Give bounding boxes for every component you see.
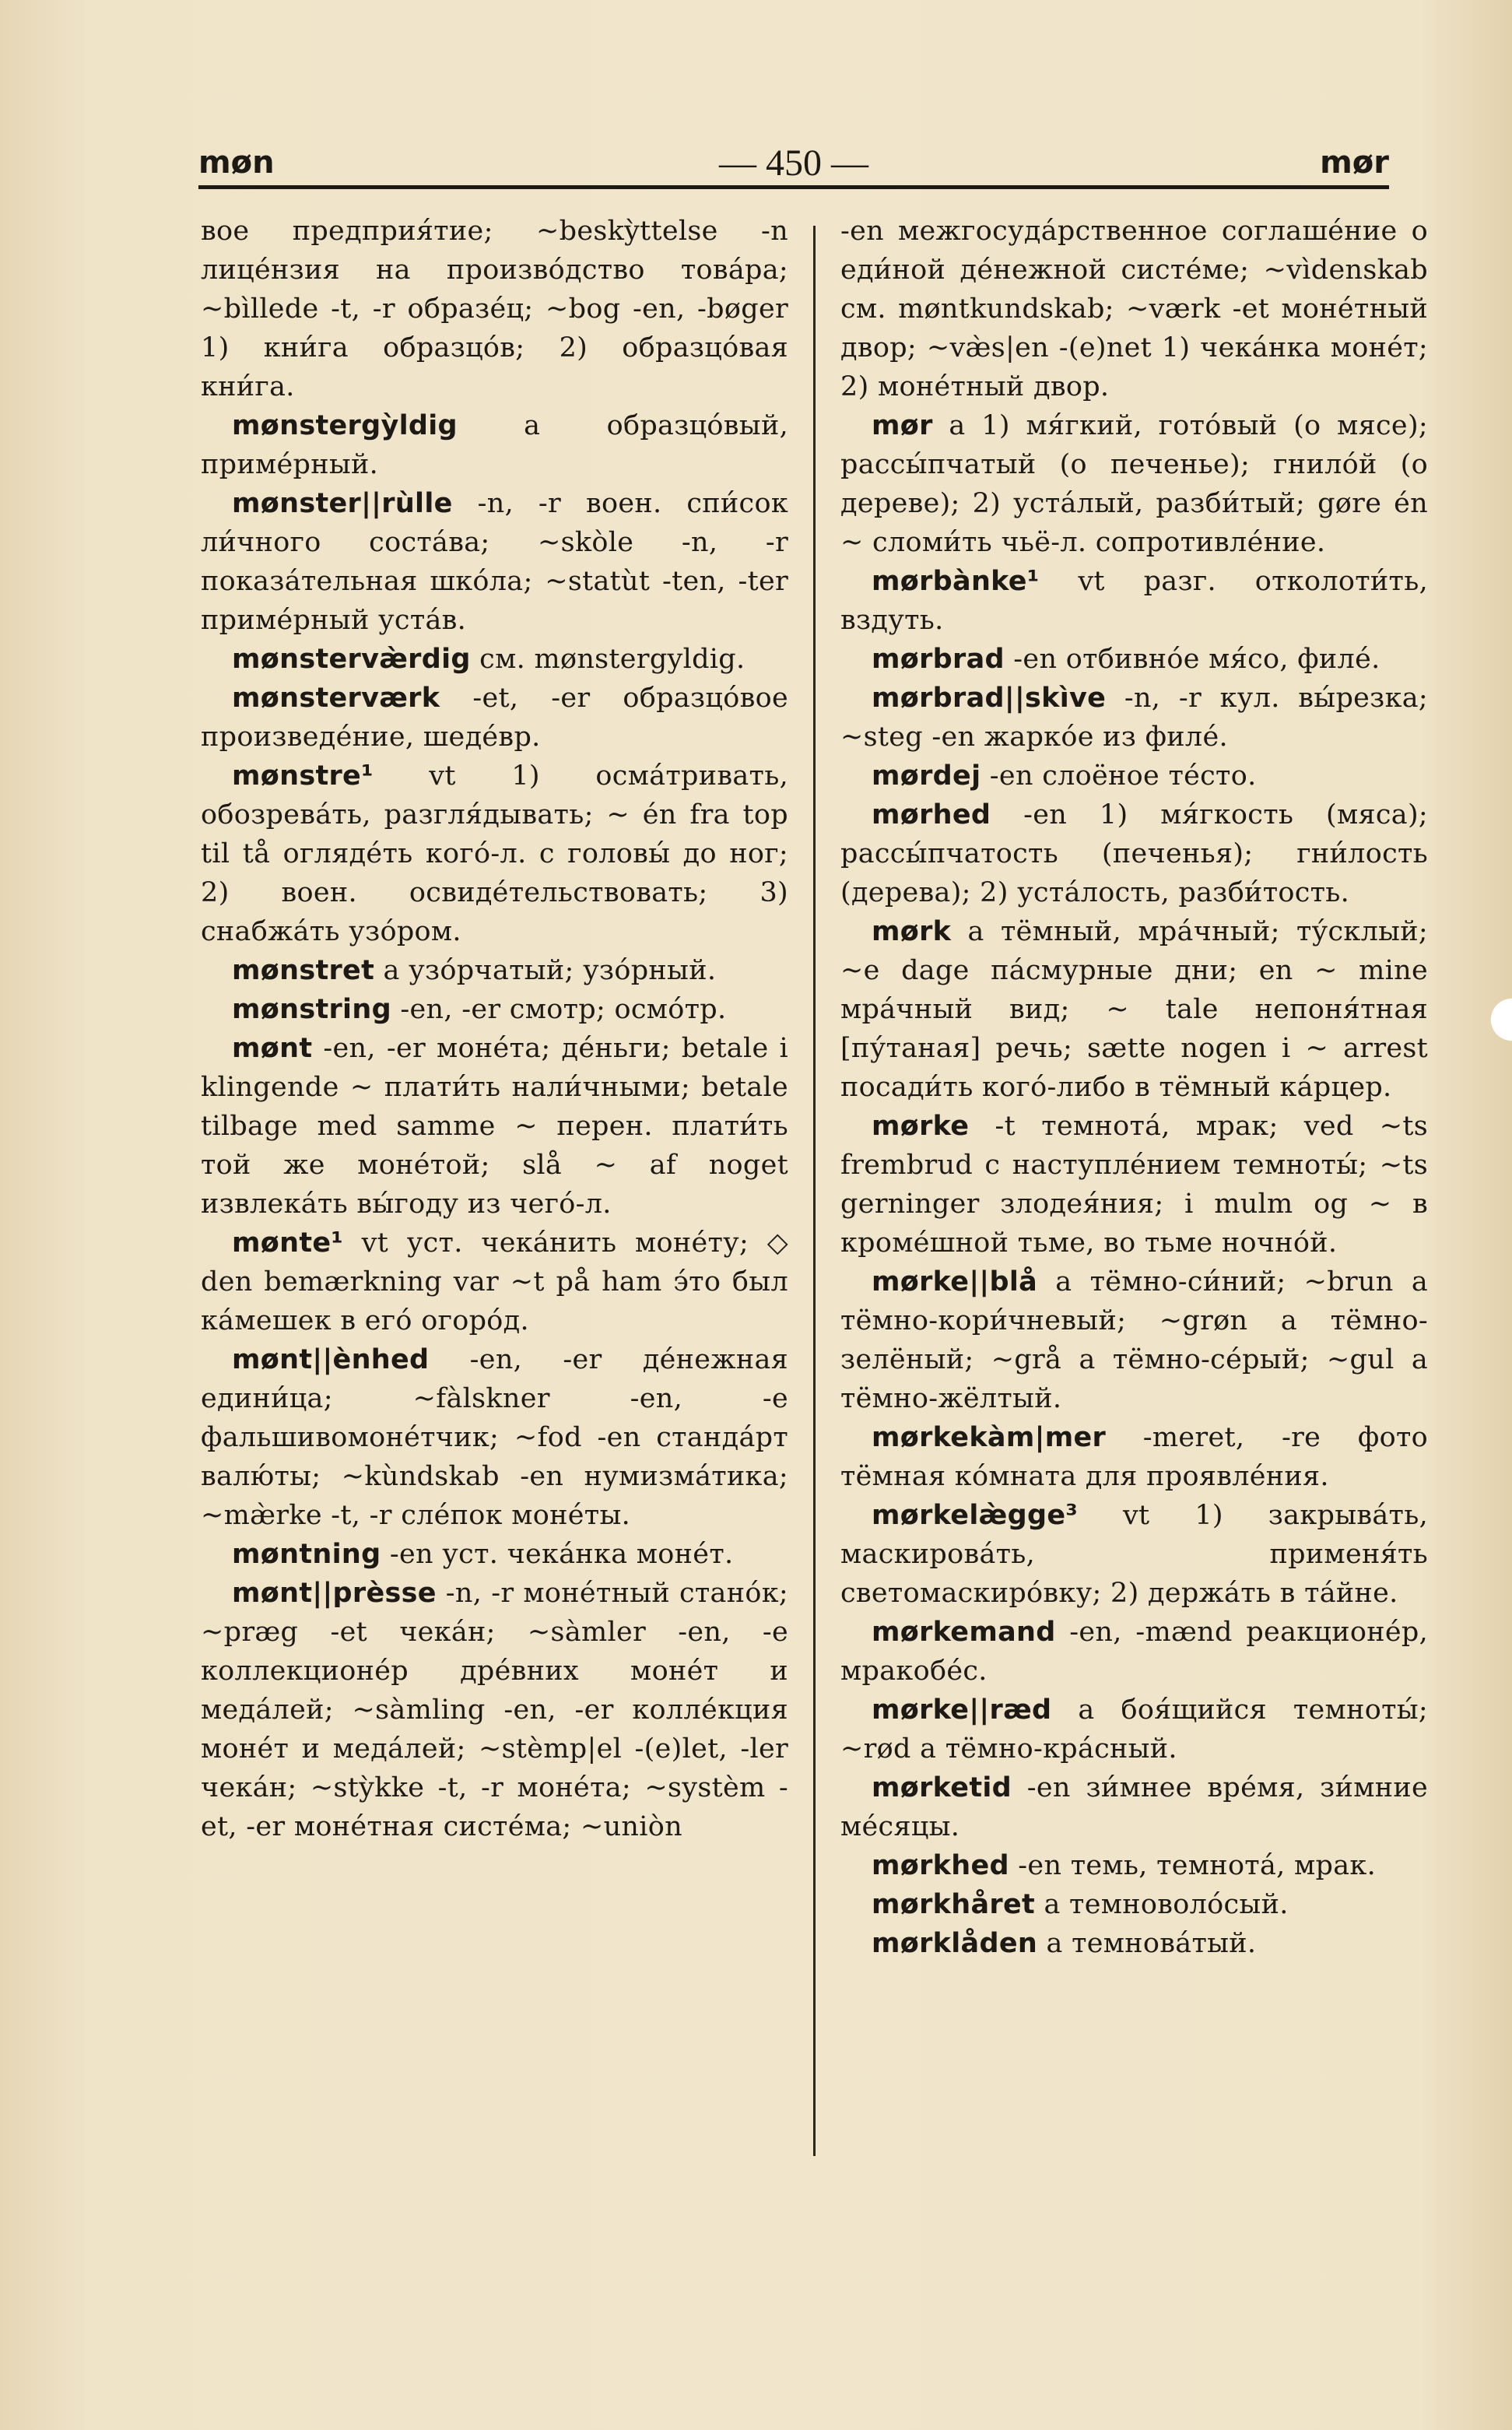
dictionary-entry: [840, 1924, 1428, 1963]
entry-text: -en зи́мнее вре́мя, зи́мние ме́сяцы.: [840, 1772, 1428, 1842]
dictionary-entry: [840, 212, 1428, 406]
entry-text: -en, -er смотр; осмо́тр.: [391, 994, 727, 1025]
headword: mørbànke¹: [872, 566, 1040, 597]
entry-text: -en, -mænd реакционе́р, мракобе́с.: [840, 1617, 1428, 1687]
headword: mørkekàm|mer: [872, 1422, 1107, 1453]
running-head-right: mør: [1320, 145, 1389, 181]
dictionary-entry: [840, 406, 1428, 562]
entry-text: -en слоёное те́сто.: [981, 760, 1257, 792]
entry-text: -n, -r моне́тный стано́к; ~præg -et чека́н; ~sàmler -en, -e коллекционе́р дре́вних моне́т и меда́лей; ~sàmling -en, -er колле́кция моне́т и меда́лей; ~stèmp|el -(e)let, -ler чека́н; ~stỳkke -t, -r моне́та; ~systèm -et, -er моне́тная систе́ма; ~uniòn: [201, 1578, 788, 1842]
headword: mørhed: [872, 799, 991, 830]
page-number: — 450 —: [719, 142, 868, 184]
entry-text: -en 1) мя́гкость (мяса); рассы́пчатость (печенья); гни́лость (дерева); 2) уста́лость, разби́тость.: [840, 799, 1428, 908]
headword: mørke: [872, 1111, 970, 1142]
entry-text: vt разг. отколоти́ть, вздуть.: [840, 566, 1428, 636]
dictionary-entry: [201, 1535, 788, 1574]
dictionary-entry: [840, 912, 1428, 1107]
entry-text: -meret, -re фото тёмная ко́мната для проявле́ния.: [840, 1422, 1428, 1492]
dictionary-entry: [840, 1768, 1428, 1846]
dictionary-entry: [840, 640, 1428, 679]
headword: mørkhåret: [872, 1889, 1036, 1920]
entry-text: vt уст. чека́нить моне́ту; ◇ den bemærkning var ~t på ham э́то был ка́мешек в его́ огоро́д.: [201, 1227, 788, 1336]
headword: mørkelæ̀gge³: [872, 1500, 1078, 1531]
headword: mørdej: [872, 760, 981, 792]
dictionary-entry: [840, 1418, 1428, 1496]
dictionary-entry: [840, 1613, 1428, 1691]
headword: mønt||prèsse: [232, 1578, 437, 1609]
dictionary-entry: [201, 1340, 788, 1535]
dictionary-entry: [840, 757, 1428, 795]
dictionary-entry: [840, 1496, 1428, 1613]
dictionary-entry: [840, 679, 1428, 757]
dictionary-entry: [201, 990, 788, 1029]
entry-text: -en темь, темнота́, мрак.: [1009, 1850, 1376, 1881]
dictionary-entry: [201, 757, 788, 951]
entry-text: -en уст. чека́нка моне́т.: [381, 1539, 734, 1570]
dictionary-entry: [201, 1224, 788, 1340]
entry-text: -t темнота́, мрак; ved ~ts frembrud с наступле́нием темноты́; ~ts gerninger злодея́ния; i mulm og ~ в кроме́шной тьме, во тьме ночно́й.: [840, 1111, 1428, 1259]
entry-text: vt 1) осма́тривать, обозрева́ть, разгля́дывать; ~ én fra top til tå огляде́ть кого́-л. с головы́ до ног; 2) воен. освиде́тельствовать; 3) снабжа́ть узо́ром.: [201, 760, 788, 947]
entry-text: a образцо́вый, приме́рный.: [201, 410, 788, 480]
entry-text: -n, -r воен. спи́сок ли́чного соста́ва; ~skòle -n, -r показа́тельная шко́ла; ~statùt -ten, -ter приме́рный уста́в.: [201, 488, 788, 636]
headword: mørklåden: [872, 1928, 1038, 1959]
dictionary-entry: [201, 951, 788, 990]
headword: mørketid: [872, 1772, 1012, 1803]
dictionary-entry: [201, 679, 788, 757]
entry-text: -n, -r кул. вы́резка; ~steg -en жарко́е из филе́.: [840, 683, 1428, 753]
headword: møntning: [232, 1539, 381, 1570]
headword: mørke||blå: [872, 1266, 1038, 1298]
headword: mørbrad||skìve: [872, 683, 1107, 714]
headword: mørkhed: [872, 1850, 1009, 1881]
dictionary-entry: [840, 1885, 1428, 1924]
headword: mørk: [872, 916, 952, 947]
headword: mønstring: [232, 994, 391, 1025]
entry-text: a 1) мя́гкий, гото́вый (о мясе); рассы́пчатый (о печенье); гнило́й (о дереве); 2) уста́лый, разби́тый; gøre én ~ сломи́ть чьё-л. сопротивле́ние.: [840, 410, 1428, 558]
entry-text: см. mønstergyldig.: [470, 644, 745, 675]
headword: mørke||ræd: [872, 1694, 1052, 1726]
column-divider: [813, 226, 816, 2156]
dictionary-entry: [840, 1262, 1428, 1418]
entry-text: a тёмно-си́ний; ~brun a тёмно-кори́чневый; ~grøn a тёмно-зелёный; ~grå a тёмно-се́рый; ~gul a тёмно-жёлтый.: [840, 1266, 1428, 1414]
entry-text: a тёмный, мра́чный; ту́склый; ~e dage па́смурные дни; en ~ mine мра́чный вид; ~ tale непоня́тная [пу́таная] речь; sætte nogen i ~ arrest посади́ть кого́-либо в тёмный ка́рцер.: [840, 916, 1428, 1103]
entry-text: -et, -er образцо́вое произведе́ние, шеде́вр.: [201, 683, 788, 753]
left-column: [201, 212, 788, 1846]
dictionary-entry: [201, 406, 788, 484]
dictionary-entry: [201, 212, 788, 406]
headword: mørbrad: [872, 644, 1005, 675]
headword: mønster||rùlle: [232, 488, 453, 519]
headword: mønstre¹: [232, 760, 374, 792]
entry-text: a боя́щийся темноты́; ~rød a тёмно-кра́сный.: [840, 1694, 1428, 1765]
headword: mønstret: [232, 955, 375, 986]
dictionary-entry: [201, 640, 788, 679]
running-head: [198, 137, 1389, 191]
entry-text: vt 1) закрыва́ть, маскирова́ть, применя́ть светомаскиро́вку; 2) держа́ть в та́йне.: [840, 1500, 1428, 1609]
headword: mørkemand: [872, 1617, 1056, 1648]
dictionary-entry: [840, 1846, 1428, 1885]
dictionary-entry: [201, 1029, 788, 1224]
dictionary-entry: [201, 1574, 788, 1846]
dictionary-entry: [201, 484, 788, 640]
headword: mønt: [232, 1033, 313, 1064]
entry-text: a темнова́тый.: [1037, 1928, 1257, 1959]
dictionary-entry: [840, 1107, 1428, 1262]
entry-text: вое предприя́тие; ~beskỳttelse -n лице́нзия на произво́дство това́ра; ~bìllede -t, -r образе́ц; ~bog -en, -bøger 1) кни́га образцо́в; 2) образцо́вая кни́га.: [201, 216, 788, 402]
headword: mør: [872, 410, 933, 441]
headword: mønstervæ̀rdig: [232, 644, 471, 675]
dictionary-entry: [840, 562, 1428, 640]
entry-text: -en межгосуда́рственное соглаше́ние о еди́ной де́нежной систе́ме; ~vìdenskab см. møntkundskab; ~værk -et моне́тный двор; ~væ̀s|en -(e)net 1) чека́нка моне́т; 2) моне́тный двор.: [840, 216, 1428, 402]
header-rule: [198, 185, 1389, 189]
entry-text: -en, -er де́нежная едини́ца; ~fàlskner -en, -e фальшивомоне́тчик; ~fod -en станда́рт валю́ты; ~kùndskab -en нумизма́тика; ~mæ̀rke -t, -r сле́пок моне́ты.: [201, 1344, 788, 1531]
entry-text: a темноволо́сый.: [1035, 1889, 1289, 1920]
paper-tear: [1489, 973, 1512, 1066]
headword: mønte¹: [232, 1227, 344, 1259]
dictionary-entry: [840, 1691, 1428, 1768]
running-head-left: møn: [198, 145, 275, 181]
headword: mønstergỳldig: [232, 410, 458, 441]
headword: mønt||ènhed: [232, 1344, 430, 1375]
entry-text: -en, -er моне́та; де́ньги; betale i klingende ~ плати́ть нали́чными; betale tilbage med samme ~ перен. плати́ть той же моне́той; slå ~ af noget извлека́ть вы́году из чего́-л.: [201, 1033, 788, 1220]
entry-text: -en отбивно́е мя́со, филе́.: [1004, 644, 1380, 675]
dictionary-entry: [840, 795, 1428, 912]
headword: mønsterværk: [232, 683, 440, 714]
right-column: [840, 212, 1428, 1963]
entry-text: a узо́рчатый; узо́рный.: [374, 955, 717, 986]
